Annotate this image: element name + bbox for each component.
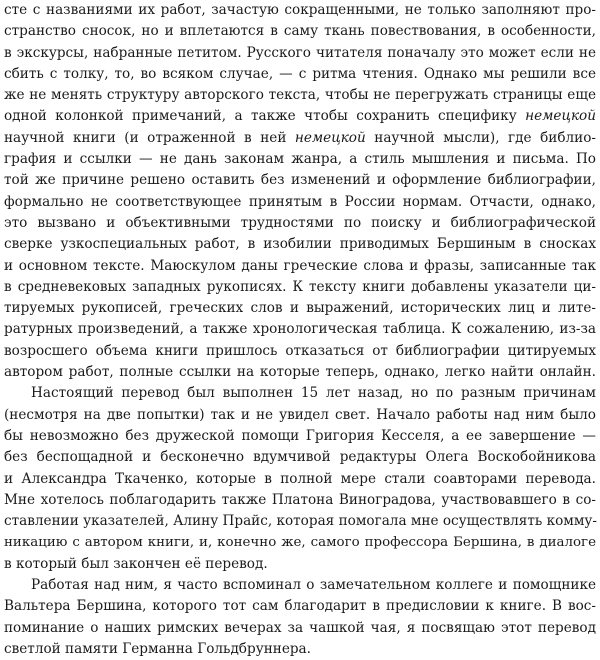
text-line: и основном тексте. Маюскулом даны греческие слова и фразы, записанные так — [4, 257, 596, 274]
paragraph-1 — [4, 0, 596, 383]
text-line: сбить с толку, то, во всяком случае, — с ритма чтения. Однако мы решили все — [4, 65, 596, 82]
text-line: и Александра Ткаченко, которые в полной мере стали соавторами перевода. — [4, 470, 596, 487]
text-line: это вызвано и объективными трудностями по поиску и библиографической — [4, 214, 596, 231]
text-line: в средневековых западных рукописях. К тексту книги добавлены указатели ци- — [4, 278, 596, 295]
text-line: сверке узкоспециальных работ, в изобилии приводимых Бершиным в сносках — [4, 236, 596, 253]
text-line: бы невозможно без дружеской помощи Григория Кесселя, а ее завершение — — [4, 427, 596, 444]
text-line: сте с названиями их работ, зачастую сокращенными, не только заполняют про- — [4, 2, 596, 18]
text-line: без беспощадной и бесконечно вдумчивой редактуры Олега Воскобойникова — [4, 449, 596, 466]
text-line: в который был закончен её перевод. — [4, 555, 268, 572]
text-line: же не менять структуру авторского текста, чтобы не перегружать страницы еще — [4, 87, 596, 104]
text-line: поминание о наших римских вечерах за чашкой чая, я посвящаю этот перевод — [4, 619, 596, 636]
text-line: возросшего объема книги пришлось отказаться от библиографии цитируемых — [4, 342, 596, 359]
text-line: ставлении указателей, Алину Прайс, которая помогала мне осуществлять комму- — [4, 513, 598, 530]
text-line: (несмотря на две попытки) так и не увидел свет. Начало работы над ним было — [4, 406, 596, 423]
text-line: Настоящий перевод был выполнен 15 лет назад, но по разным причинам — [31, 385, 596, 402]
paragraph-3 — [4, 575, 596, 660]
text-line: автором работ, полные ссылки на которые теперь, однако, легко найти онлайн. — [4, 364, 596, 381]
text-line: странство сносок, но и вплетаются в саму ткань повествования, в особенности, — [4, 23, 596, 40]
text-line: тируемых рукописей, греческих слов и выражений, исторических лиц и лите- — [4, 300, 596, 317]
text-line: ратурных произведений, а также хронологическая таблица. К сожалению, из-за — [4, 321, 596, 338]
text-line: светлой памяти Германна Гольдбруннера. — [4, 640, 311, 657]
text-line: графия и ссылки — не дань законам жанра, а стиль мышления и письма. По — [4, 151, 596, 168]
text-line: формально не соответствующее принятым в России нормам. Отчасти, однако, — [4, 193, 596, 210]
text-line: никацию с автором книги, и, конечно же, самого профессора Бершина, в диалоге — [4, 535, 596, 551]
text-line: Вальтера Бершина, которого тот сам благодарит в предисловии к книге. В вос- — [4, 598, 596, 615]
text-line: Мне хотелось поблагодарить также Платона Виноградова, участвовавшего в со- — [4, 491, 596, 508]
document-page — [4, 0, 596, 660]
text-line: Работая над ним, я часто вспоминал о замечательном коллеге и помощнике — [31, 577, 596, 594]
text-line: одной колонкой примечаний, а также чтобы сохранить специфику немецкой — [4, 108, 596, 125]
text-line: той же причине решено оставить без изменений и оформление библиографии, — [4, 172, 596, 189]
paragraph-2 — [4, 383, 596, 575]
text-line: в экскурсы, набранные петитом. Русского читателя поначалу это может если не — [4, 44, 596, 61]
text-line: научной книги (и отраженной в ней немецкой научной мысли), где библио- — [4, 129, 596, 146]
